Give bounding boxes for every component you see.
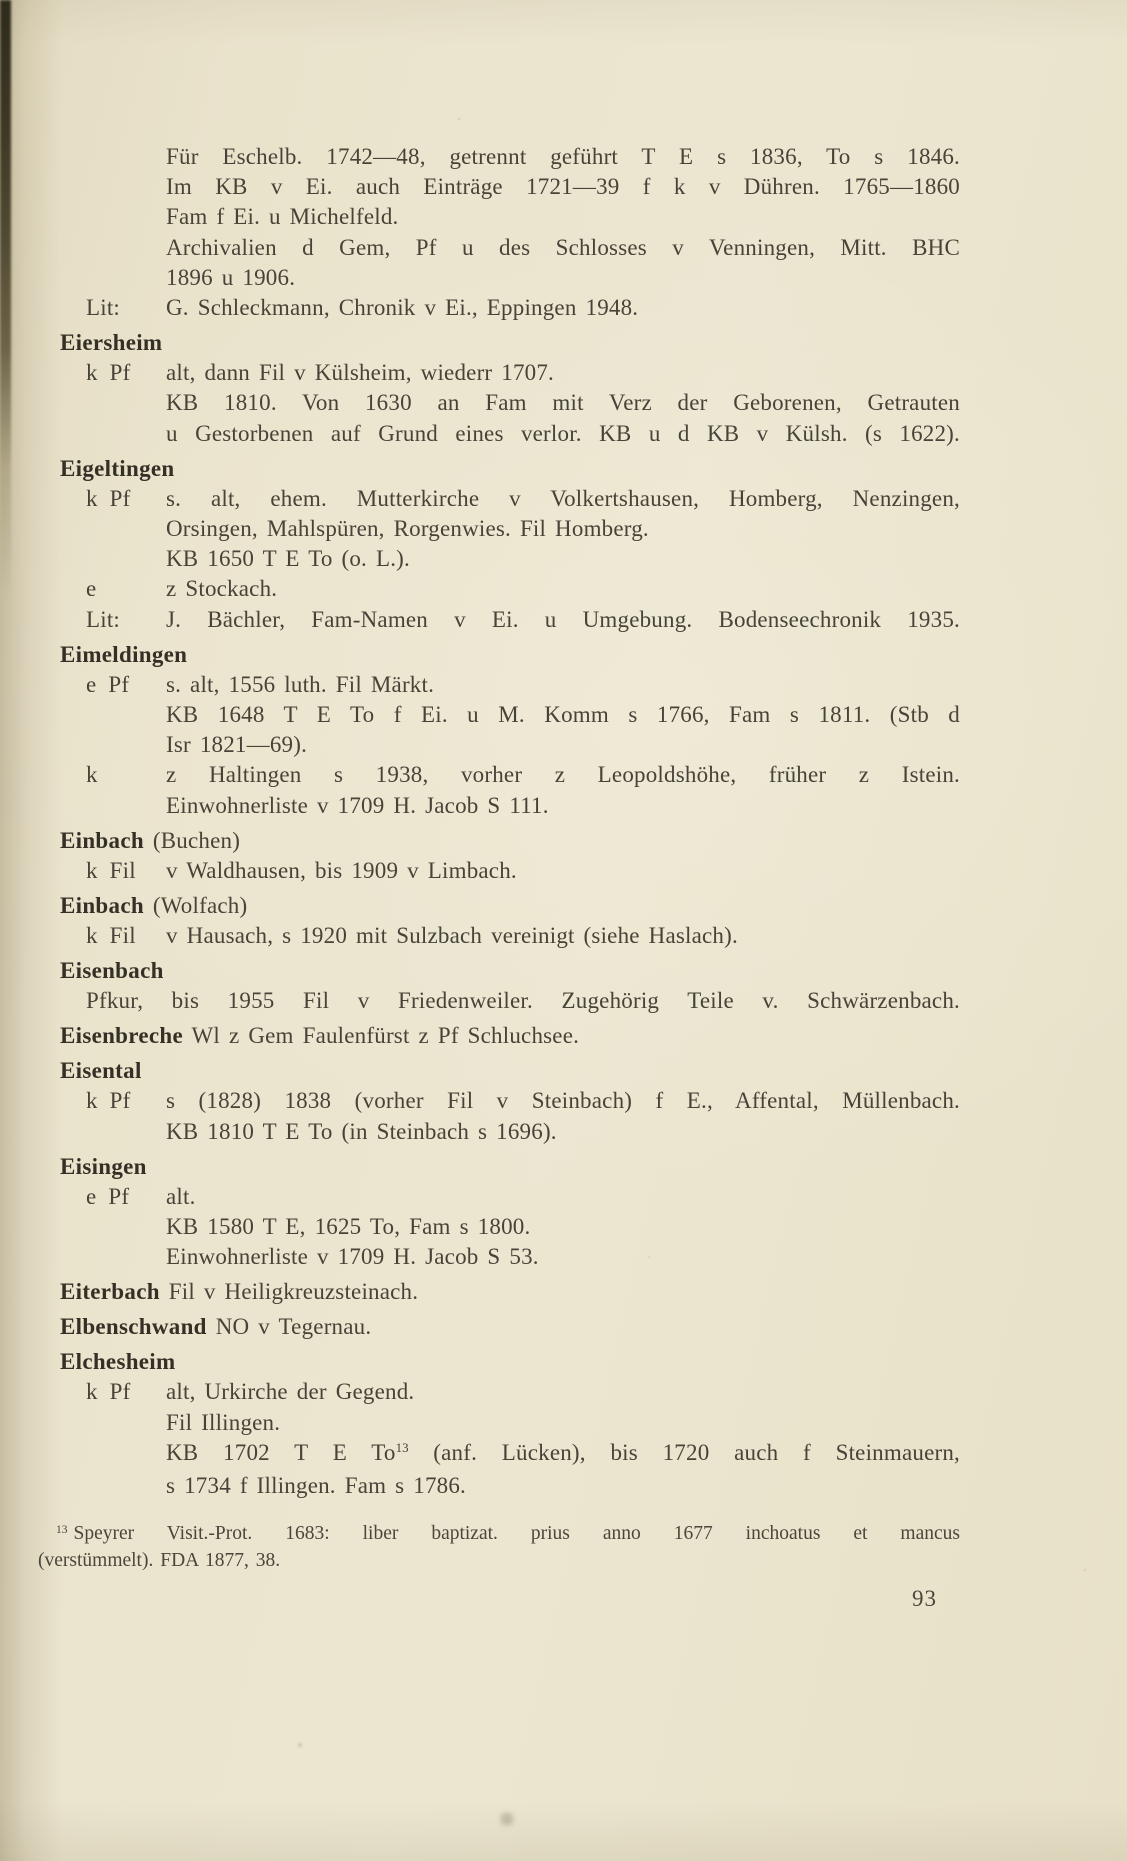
- entry-abbrev-label: e Pf: [86, 671, 130, 697]
- entry-text: u Gestorbenen auf Grund eines verlor. KB u d KB v Külsh. (s 1622).: [166, 420, 960, 446]
- entry-abbrev-label: k Fil: [86, 857, 136, 883]
- entry-heading: [38, 956, 960, 986]
- entry-abbrev-label: k Pf: [86, 360, 131, 386]
- entry-line: [38, 293, 960, 323]
- entry-line: [38, 700, 960, 730]
- entry-text: s. alt, ehem. Mutterkirche v Volkertshausen, Homberg, Nenzingen,: [166, 485, 960, 511]
- heading-note: Wl z Gem Faulenfürst z Pf Schluchsee.: [182, 1023, 580, 1049]
- entry-line: [38, 605, 960, 635]
- footnote-line: (verstümmelt). FDA 1877, 38.: [38, 1549, 281, 1571]
- entry-heading: [38, 454, 960, 484]
- heading-note: (Buchen): [143, 827, 241, 853]
- entry-line: [38, 263, 960, 293]
- footnote-ref: 13: [395, 1439, 409, 1455]
- entry-text: Archivalien d Gem, Pf u des Schlosses v Venningen, Mitt. BHC: [166, 234, 960, 260]
- entry-abbrev-label: k Pf: [86, 485, 131, 511]
- entry-line: [38, 484, 960, 514]
- entry-line: [38, 514, 960, 544]
- entry-text: s. alt, 1556 luth. Fil Märkt.: [166, 671, 435, 697]
- entry-line: [38, 358, 960, 388]
- footnote: [38, 1522, 960, 1572]
- place-name: Eisental: [60, 1058, 142, 1084]
- entry-text: Fam f Ei. u Michelfeld.: [166, 204, 399, 230]
- entry-text: J. Bächler, Fam-Namen v Ei. u Umgebung. Bodenseechronik 1935.: [166, 606, 960, 632]
- entry-line: [38, 1242, 960, 1272]
- footnote-line: [38, 1522, 960, 1549]
- entry-abbrev-label: k Pf: [86, 1088, 131, 1114]
- entry-text: KB 1810 T E To (in Steinbach s 1696).: [166, 1118, 557, 1144]
- place-name: Eisenbreche: [60, 1023, 183, 1049]
- entry-text: s (1828) 1838 (vorher Fil v Steinbach) f E., Affental, Müllenbach.: [166, 1088, 960, 1114]
- place-name: Eisingen: [60, 1153, 147, 1179]
- entry-text: s 1734 f Illingen. Fam s 1786.: [166, 1473, 466, 1499]
- entry-heading: [38, 1312, 960, 1342]
- entry-line: [38, 1182, 960, 1212]
- heading-note: (Wolfach): [143, 892, 248, 918]
- entry-line: [38, 730, 960, 760]
- entry-text: z Stockach.: [166, 576, 278, 602]
- paper-smudge: [0, 0, 2, 2]
- entry-text: z Haltingen s 1938, vorher z Leopoldshöhe, früher z Istein.: [166, 762, 960, 788]
- entry-abbrev-label: Lit:: [86, 606, 121, 632]
- entry-heading: [38, 640, 960, 670]
- entry-text: KB 1648 T E To f Ei. u M. Komm s 1766, Fam s 1811. (Stb d: [166, 702, 960, 728]
- place-name: Eisenbach: [60, 958, 164, 984]
- entry-line: [38, 1438, 960, 1471]
- entry-line: [38, 142, 960, 172]
- entry-abbrev-label: e Pf: [86, 1183, 130, 1209]
- entry-line: [38, 233, 960, 263]
- entry-text: KB 1650 T E To (o. L.).: [166, 546, 410, 572]
- gazetteer-entries: [38, 142, 960, 1501]
- place-name: Elchesheim: [60, 1349, 176, 1375]
- entry-text: alt.: [166, 1183, 196, 1209]
- entry-abbrev-label: Lit:: [86, 295, 121, 321]
- entry-line: [38, 1117, 960, 1147]
- footnote-marker: 13: [56, 1524, 68, 1536]
- entry-line: [38, 1086, 960, 1116]
- entry-text: Einwohnerliste v 1709 H. Jacob S 53.: [166, 1244, 539, 1270]
- entry-line: [38, 202, 960, 232]
- place-name: Einbach: [60, 892, 144, 918]
- entry-heading: [38, 1021, 960, 1051]
- entry-text: Im KB v Ei. auch Einträge 1721—39 f k v Dühren. 1765—1860: [166, 174, 960, 200]
- entry-abbrev-label: k: [86, 762, 98, 788]
- entry-line: [38, 1408, 960, 1438]
- place-name: Einbach: [60, 827, 144, 853]
- place-name: Eiersheim: [60, 330, 163, 356]
- entry-line: [38, 921, 960, 951]
- entry-line: [38, 544, 960, 574]
- footnote-text: Speyrer Visit.-Prot. 1683: liber baptizat. prius anno 1677 inchoatus et mancus: [73, 1523, 960, 1544]
- entry-text: KB 1702 T E To$^{13}$ (anf. Lücken), bis 1720 auch f Steinmauern,: [166, 1439, 960, 1465]
- entry-line: [38, 856, 960, 886]
- entry-line: [38, 388, 960, 418]
- entry-line: [38, 986, 960, 1016]
- entry-heading: [38, 1347, 960, 1377]
- entry-line: [38, 1377, 960, 1407]
- place-name: Eimeldingen: [60, 641, 188, 667]
- entry-heading: [38, 891, 960, 921]
- place-name: Elbenschwand: [60, 1314, 207, 1340]
- place-name: Eiterbach: [60, 1279, 160, 1305]
- entry-abbrev-label: e: [86, 576, 97, 602]
- heading-note: NO v Tegernau.: [206, 1314, 372, 1340]
- entry-heading: [38, 1277, 960, 1307]
- entry-heading: [38, 328, 960, 358]
- entry-line: [38, 574, 960, 604]
- entry-text: Für Eschelb. 1742—48, getrennt geführt T E s 1836, To s 1846.: [166, 144, 960, 169]
- entry-line: [38, 760, 960, 790]
- page-edge-shadow: [0, 0, 11, 600]
- page-number: 93: [912, 1586, 937, 1611]
- entry-line: [38, 172, 960, 202]
- place-name: Eigeltingen: [60, 455, 175, 481]
- entry-text: v Waldhausen, bis 1909 v Limbach.: [166, 857, 517, 883]
- entry-abbrev-label: k Pf: [86, 1379, 131, 1405]
- entry-text: v Hausach, s 1920 mit Sulzbach vereinigt (siehe Haslach).: [166, 923, 738, 949]
- entry-text: alt, dann Fil v Külsheim, wiederr 1707.: [166, 360, 554, 386]
- entry-abbrev-label: k Fil: [86, 923, 136, 949]
- entry-line: [38, 791, 960, 821]
- entry-text: KB 1810. Von 1630 an Fam mit Verz der Geborenen, Getrauten: [166, 390, 960, 416]
- entry-text: 1896 u 1906.: [166, 264, 296, 290]
- entry-heading: [38, 1152, 960, 1182]
- entry-text: Einwohnerliste v 1709 H. Jacob S 111.: [166, 792, 549, 818]
- entry-heading: [38, 826, 960, 856]
- entry-heading: [38, 1056, 960, 1086]
- entry-text: Orsingen, Mahlspüren, Rorgenwies. Fil Homberg.: [166, 516, 649, 542]
- entry-text: G. Schleckmann, Chronik v Ei., Eppingen 1948.: [166, 295, 639, 321]
- entry-text: Isr 1821—69).: [166, 732, 308, 758]
- heading-note: Fil v Heiligkreuzsteinach.: [159, 1279, 419, 1305]
- entry-text: Fil Illingen.: [166, 1409, 281, 1435]
- entry-line: [38, 670, 960, 700]
- entry-line: [38, 1212, 960, 1242]
- entry-text: alt, Urkirche der Gegend.: [166, 1379, 415, 1405]
- entry-line: [38, 1471, 960, 1501]
- entry-text: Pfkur, bis 1955 Fil v Friedenweiler. Zugehörig Teile v. Schwärzenbach.: [86, 988, 960, 1014]
- entry-text: KB 1580 T E, 1625 To, Fam s 1800.: [166, 1214, 531, 1240]
- entry-line: [38, 419, 960, 449]
